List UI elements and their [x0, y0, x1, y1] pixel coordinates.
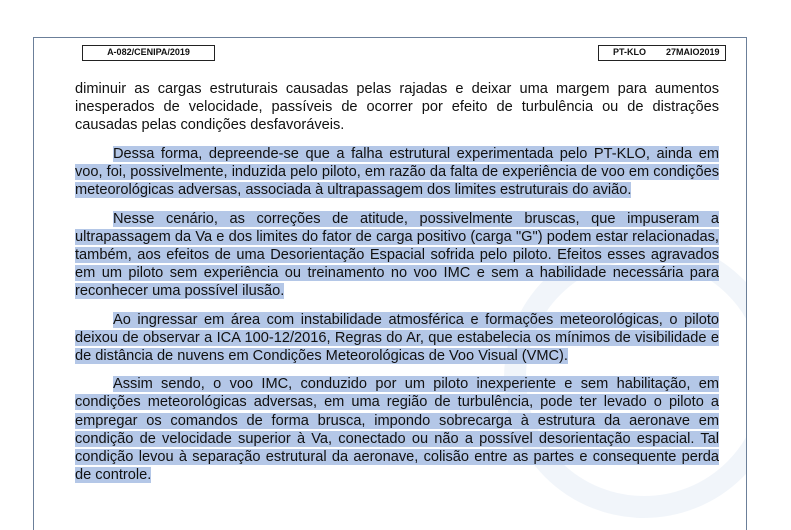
document-body: [75, 80, 719, 494]
report-date: 27MAIO2019: [666, 47, 720, 57]
paragraph-3[interactable]: [75, 210, 719, 300]
paragraph-4-text: Ao ingressar em área com instabilidade atmosférica e formações meteorológicas, o piloto deixou de observar a ICA 100-12/2016, Regras do Ar, que estabelecia os mínimos de visibilidade e de distância de nuvens em Condições Meteorológicas de Voo Visual (VMC).: [75, 311, 719, 364]
paragraph-2[interactable]: [75, 145, 719, 199]
paragraph-2-text: Dessa forma, depreende-se que a falha estrutural experimentada pelo PT-KLO, ainda em voo, foi, possivelmente, induzida pelo piloto, em razão da falta de experiência de voo em condições meteorológicas adversas, associada à ultrapassagem dos limites estruturais do avião.: [75, 145, 719, 198]
paragraph-3-text: Nesse cenário, as correções de atitude, possivelmente bruscas, que impuseram a ultrapassagem da Va e dos limites do fator de carga positivo (carga "G") podem estar relacionadas, também, aos efeitos de uma Desorientação Espacial sofrida pelo piloto. Efeitos esses agravados em um piloto sem experiência ou treinamento no voo IMC e sem a habilidade necessária para reconhecer uma possível ilusão.: [75, 210, 719, 299]
report-id: A-082/CENIPA/2019: [107, 47, 190, 57]
paragraph-5-text: Assim sendo, o voo IMC, conduzido por um piloto inexperiente e sem habilitação, em condições meteorológicas adversas, em uma região de turbulência, pode ter levado o piloto a empregar os comandos de forma brusca, impondo sobrecarga à estrutura da aeronave em condição de velocidade superior à Va, conectado ou não a possível desorientação espacial. Tal condição levou à separação estrutural da aeronave, colisão entre as partes e consequente perda de controle.: [75, 376, 719, 483]
document-page: [33, 37, 747, 530]
paragraph-4[interactable]: [75, 311, 719, 365]
report-id-box: [82, 45, 215, 61]
paragraph-1[interactable]: [75, 80, 719, 134]
paragraph-1-text: diminuir as cargas estruturais causadas pelas rajadas e deixar uma margem para aumentos inesperados de velocidade, passíveis de ocorrer por efeito de turbulência ou de distrações causadas pelas condições desfavoráveis.: [75, 81, 719, 134]
registration-date-box: [598, 45, 726, 61]
paragraph-5[interactable]: [75, 375, 719, 484]
aircraft-registration: PT-KLO: [613, 47, 646, 57]
